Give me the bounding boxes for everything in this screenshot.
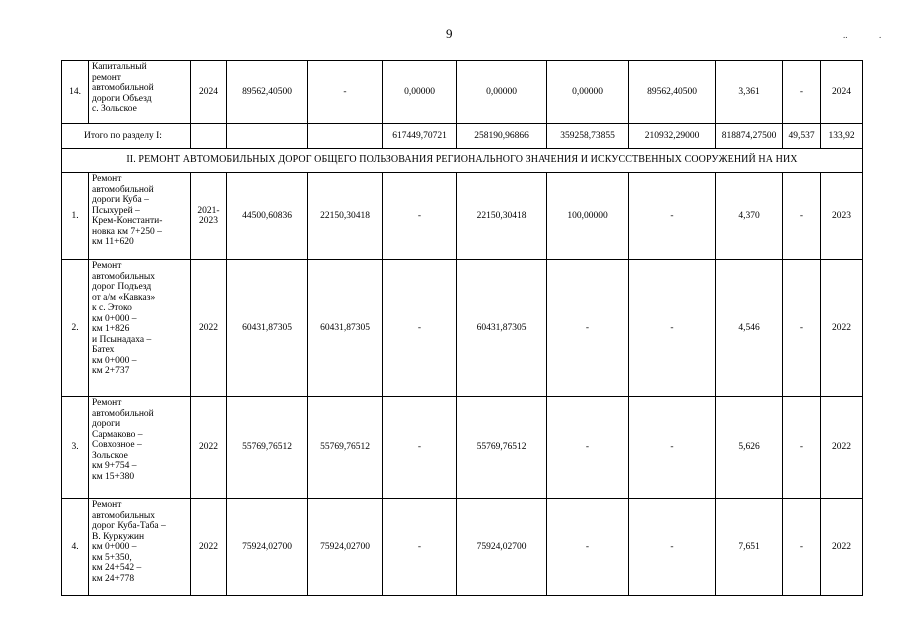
section-title: II. РЕМОНТ АВТОМОБИЛЬНЫХ ДОРОГ ОБЩЕГО ПОЛЬЗОВАНИЯ РЕГИОНАЛЬНОГО ЗНАЧЕНИЯ И ИСКУССТВЕННЫХ СООРУЖЕНИЙ НА НИХ (62, 149, 863, 173)
total-label: Итого по разделу I: (62, 124, 191, 149)
table-row (62, 173, 863, 260)
value-cell: 55769,76512 (227, 397, 308, 499)
roads-table (61, 60, 863, 596)
total-cell: 617449,70721 (383, 124, 457, 149)
total-cell: 133,92 (821, 124, 863, 149)
value-cell: 89562,40500 (629, 61, 716, 124)
section-row (62, 149, 863, 173)
total-cell: 210932,29000 (629, 124, 716, 149)
row-number: 14. (62, 61, 89, 124)
corner-mark: . (879, 30, 882, 40)
row-number: 2. (62, 260, 89, 397)
value-cell: - (783, 260, 821, 397)
value-cell: - (629, 260, 716, 397)
value-cell: 75924,02700 (457, 499, 547, 596)
year-cell: 2022 (191, 499, 227, 596)
year-cell: 2021- 2023 (191, 173, 227, 260)
object-name: Ремонт автомобильной дороги Куба – Псыхурей – Крем-Константи- новка км 7+250 – км 11+620 (89, 173, 191, 260)
table-row (62, 61, 863, 124)
value-cell: 7,651 (716, 499, 783, 596)
value-cell: 4,546 (716, 260, 783, 397)
value-cell: - (308, 61, 383, 124)
value-cell: 55769,76512 (308, 397, 383, 499)
value-cell: - (629, 173, 716, 260)
value-cell: 100,00000 (547, 173, 629, 260)
table-row (62, 397, 863, 499)
row-number: 3. (62, 397, 89, 499)
value-cell: - (783, 173, 821, 260)
table-row (62, 499, 863, 596)
value-cell: - (783, 499, 821, 596)
total-row (62, 124, 863, 149)
value-cell: 60431,87305 (308, 260, 383, 397)
value-cell: 75924,02700 (308, 499, 383, 596)
value-cell: 60431,87305 (227, 260, 308, 397)
value-cell: - (383, 499, 457, 596)
value-cell: 89562,40500 (227, 61, 308, 124)
year-cell: 2024 (191, 61, 227, 124)
value-cell: - (629, 499, 716, 596)
total-cell: 818874,27500 (716, 124, 783, 149)
value-cell: 22150,30418 (457, 173, 547, 260)
table-row (62, 260, 863, 397)
object-name: Капитальный ремонт автомобильной дороги Объезд с. Зольское (89, 61, 191, 124)
value-cell: - (547, 499, 629, 596)
total-cell: 258190,96866 (457, 124, 547, 149)
value-cell: - (629, 397, 716, 499)
value-cell: - (383, 260, 457, 397)
row-number: 1. (62, 173, 89, 260)
value-cell: 2022 (821, 260, 863, 397)
value-cell: 2022 (821, 499, 863, 596)
value-cell: 60431,87305 (457, 260, 547, 397)
year-cell: 2022 (191, 260, 227, 397)
total-cell (227, 124, 308, 149)
value-cell: - (783, 61, 821, 124)
value-cell: 55769,76512 (457, 397, 547, 499)
value-cell: - (547, 260, 629, 397)
value-cell: - (783, 397, 821, 499)
total-cell: 359258,73855 (547, 124, 629, 149)
value-cell: 2023 (821, 173, 863, 260)
value-cell: 5,626 (716, 397, 783, 499)
value-cell: 22150,30418 (308, 173, 383, 260)
value-cell: 44500,60836 (227, 173, 308, 260)
value-cell: - (383, 173, 457, 260)
value-cell: 0,00000 (457, 61, 547, 124)
value-cell: 75924,02700 (227, 499, 308, 596)
value-cell: 2022 (821, 397, 863, 499)
value-cell: - (383, 397, 457, 499)
value-cell: 4,370 (716, 173, 783, 260)
corner-mark: .. (843, 30, 848, 40)
value-cell: - (547, 397, 629, 499)
row-number: 4. (62, 499, 89, 596)
value-cell: 2024 (821, 61, 863, 124)
object-name: Ремонт автомобильных дорог Куба-Таба – В. Куркужин км 0+000 – км 5+350, км 24+542 – км 24+778 (89, 499, 191, 596)
value-cell: 0,00000 (383, 61, 457, 124)
total-cell: 49,537 (783, 124, 821, 149)
page-number: 9 (446, 26, 453, 41)
total-cell (191, 124, 227, 149)
object-name: Ремонт автомобильных дорог Подъезд от а/м «Кавказ» к с. Этоко км 0+000 – км 1+826 и Псынадаха – Батех км 0+000 – км 2+737 (89, 260, 191, 397)
total-cell (308, 124, 383, 149)
object-name: Ремонт автомобильной дороги Сармаково – Совхозное – Зольское км 9+754 – км 15+380 (89, 397, 191, 499)
value-cell: 0,00000 (547, 61, 629, 124)
value-cell: 3,361 (716, 61, 783, 124)
year-cell: 2022 (191, 397, 227, 499)
